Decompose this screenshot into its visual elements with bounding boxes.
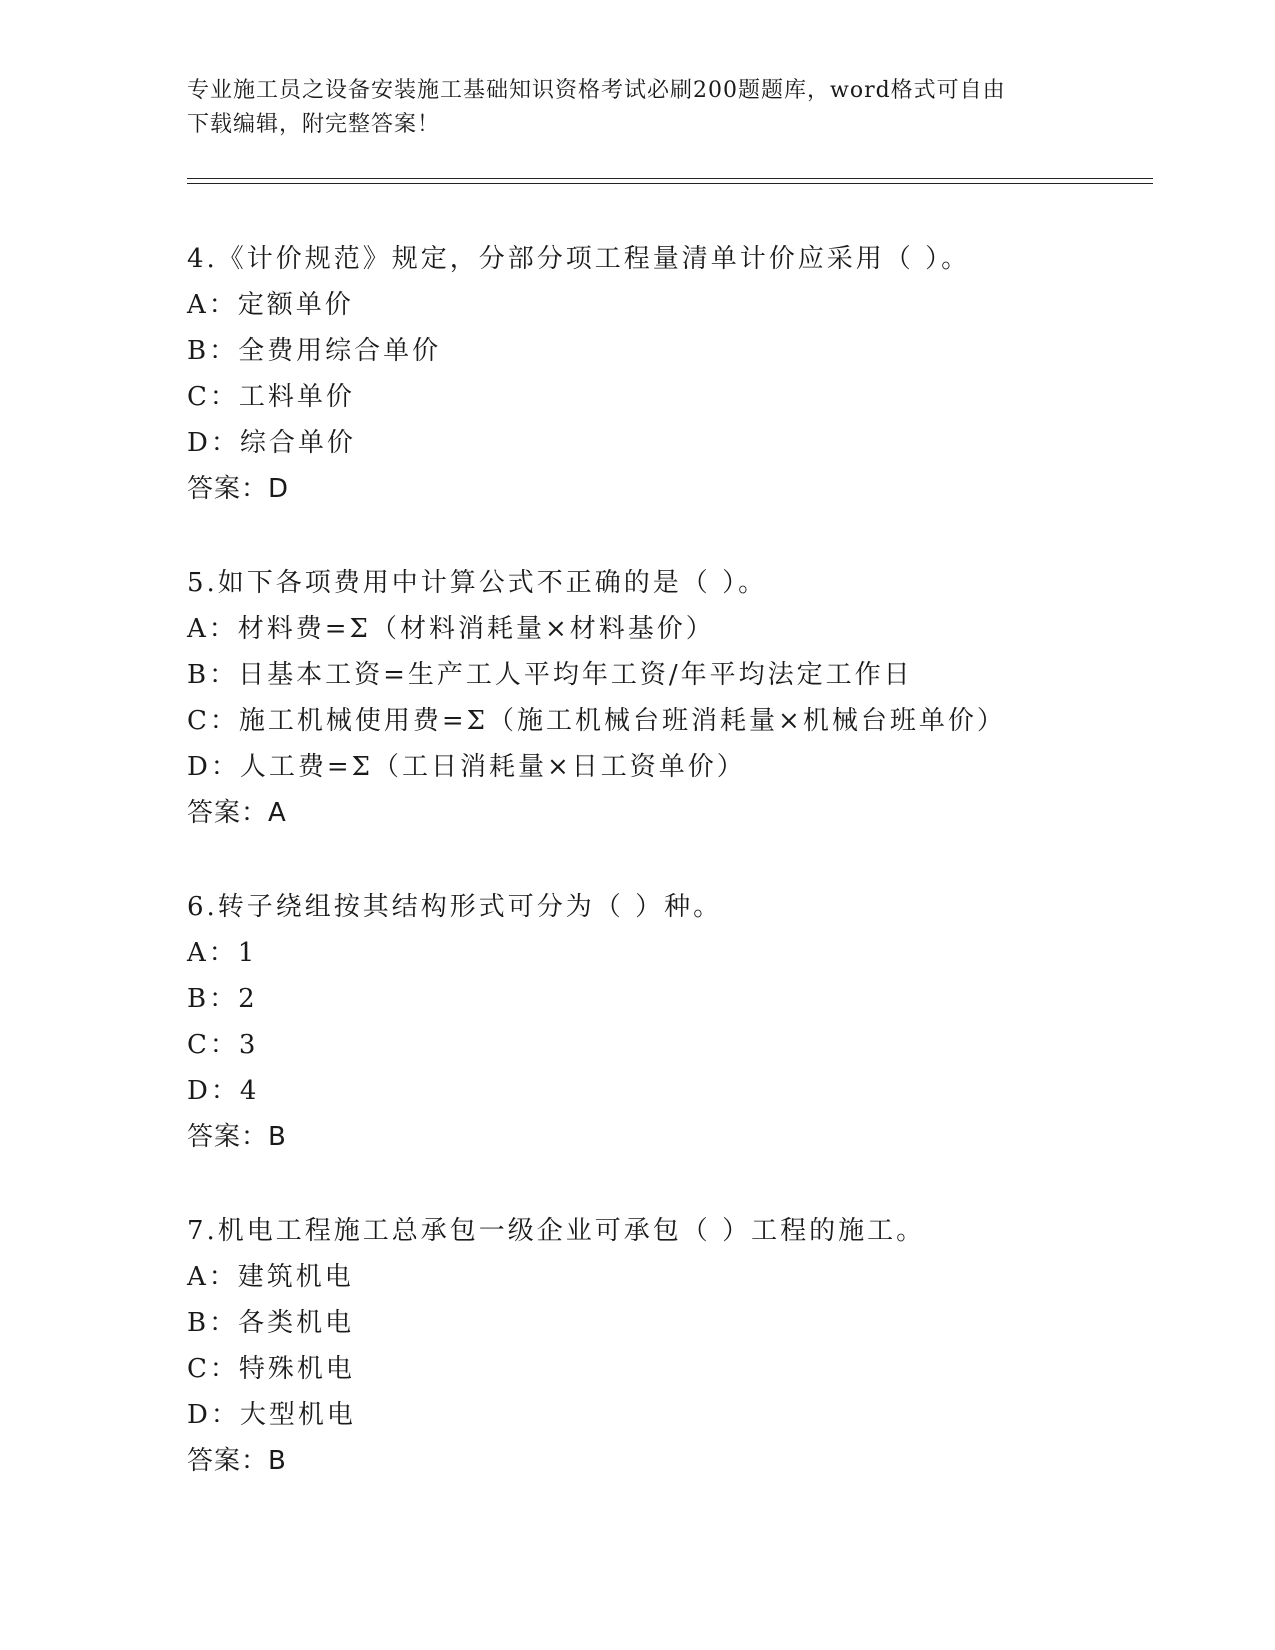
option-a: A：1: [187, 938, 258, 968]
option-b: B：全费用综合单价: [187, 336, 442, 366]
question-list: [187, 236, 1147, 1532]
question-stem: 5.如下各项费用中计算公式不正确的是（ ）。: [187, 568, 768, 598]
option-c: C：施工机械使用费=Σ（施工机械台班消耗量×机械台班单价）: [187, 706, 1006, 736]
option-a: A：定额单价: [187, 290, 354, 320]
header-divider-top: [187, 178, 1153, 179]
question-7: [187, 1208, 1147, 1484]
answer: 答案：B: [187, 1446, 287, 1476]
option-c: C：3: [187, 1030, 259, 1060]
answer: 答案：D: [187, 474, 290, 504]
option-a: A：建筑机电: [187, 1262, 354, 1292]
document-header: [187, 74, 1087, 142]
option-c: C：工料单价: [187, 382, 355, 412]
option-a: A：材料费=Σ（材料消耗量×材料基价）: [187, 614, 715, 644]
question-stem: 6.转子绕组按其结构形式可分为（ ）种。: [187, 892, 723, 922]
question-4: [187, 236, 1147, 512]
header-line-1: 专业施工员之设备安装施工基础知识资格考试必刷200题题库，word格式可自由: [187, 78, 1006, 103]
question-stem: 7.机电工程施工总承包一级企业可承包（ ）工程的施工。: [187, 1216, 926, 1246]
option-b: B：2: [187, 984, 258, 1014]
option-d: D：综合单价: [187, 428, 356, 458]
header-divider-bottom: [187, 183, 1153, 184]
answer: 答案：B: [187, 1122, 287, 1152]
option-b: B：日基本工资=生产工人平均年工资/年平均法定工作日: [187, 660, 913, 690]
option-c: C：特殊机电: [187, 1354, 355, 1384]
option-d: D：大型机电: [187, 1400, 356, 1430]
option-b: B：各类机电: [187, 1308, 355, 1338]
header-line-2: 下载编辑，附完整答案！: [187, 112, 441, 137]
question-stem: 4.《计价规范》规定，分部分项工程量清单计价应采用（ ）。: [187, 244, 971, 274]
question-5: [187, 560, 1147, 836]
option-d: D：4: [187, 1076, 260, 1106]
option-d: D：人工费=Σ（工日消耗量×日工资单价）: [187, 752, 746, 782]
question-6: [187, 884, 1147, 1160]
answer: 答案：A: [187, 798, 287, 828]
